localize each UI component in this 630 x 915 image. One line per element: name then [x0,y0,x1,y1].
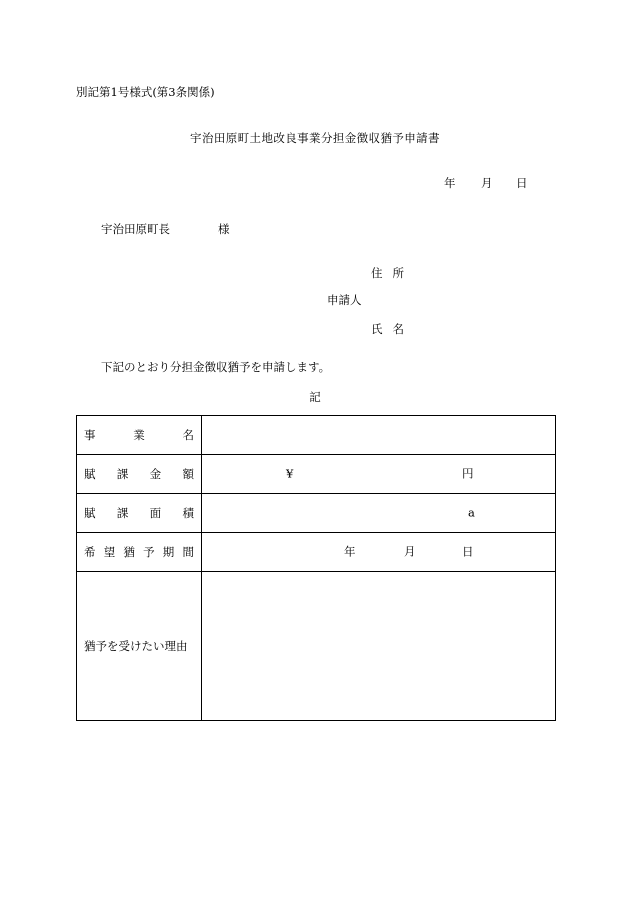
yen-symbol: ¥ [286,466,294,481]
label-char: 額 [182,467,194,481]
form-identifier: 別記第1号様式(第3条関係) [76,85,215,99]
table-row-levy-area [77,494,556,533]
application-table [76,415,556,721]
applicant-label: 申請人 [327,293,362,307]
reason-label [77,572,202,721]
table-row-reason [77,572,556,721]
period-day-label: 日 [462,544,474,559]
deferral-period-field[interactable] [202,533,556,572]
project-name-label [77,416,202,455]
label-char: 期 [162,545,175,559]
applicant-name-label: 氏名 [371,322,414,336]
label-char: 積 [182,506,194,520]
period-month-label: 月 [404,544,416,559]
levy-amount-field[interactable] [202,455,556,494]
table-row-deferral-period [77,533,556,572]
levy-area-label [77,494,202,533]
label-char: 課 [116,467,129,481]
table-row-project-name [77,416,556,455]
period-year-label: 年 [344,544,356,559]
label-char: 間 [182,545,194,559]
label-char: 課 [116,506,129,520]
area-unit: a [468,505,475,520]
reason-field[interactable] [202,572,556,721]
label-char: 金 [149,467,162,481]
date-month-label: 月 [481,176,493,190]
applicant-address-label: 住所 [371,266,414,280]
reason-label-text: 猶予を受けたい理由 [84,639,188,653]
label-char: 希 [84,545,96,559]
label-char: 賦 [84,506,96,520]
label-char: 賦 [84,467,96,481]
label-char: 面 [149,506,162,520]
label-char: 猶 [123,545,135,559]
levy-area-field[interactable] [202,494,556,533]
label-char: 事 [84,428,96,442]
application-statement: 下記のとおり分担金徴収猶予を申請します。 [101,360,331,374]
levy-amount-label [77,455,202,494]
date-day-label: 日 [516,176,528,190]
document-title: 宇治田原町土地改良事業分担金徴収猶予申請書 [190,131,440,145]
label-char: 予 [143,545,155,559]
label-char: 業 [133,428,145,442]
yen-unit: 円 [462,466,474,481]
date-year-label: 年 [444,176,456,190]
label-char: 望 [103,545,116,559]
addressee-name: 宇治田原町長 [101,222,170,236]
project-name-field[interactable] [202,416,556,455]
table-row-levy-amount [77,455,556,494]
section-mark: 記 [309,390,321,404]
deferral-period-label [77,533,202,572]
addressee-honorific: 様 [218,222,230,236]
label-char: 名 [182,428,194,442]
